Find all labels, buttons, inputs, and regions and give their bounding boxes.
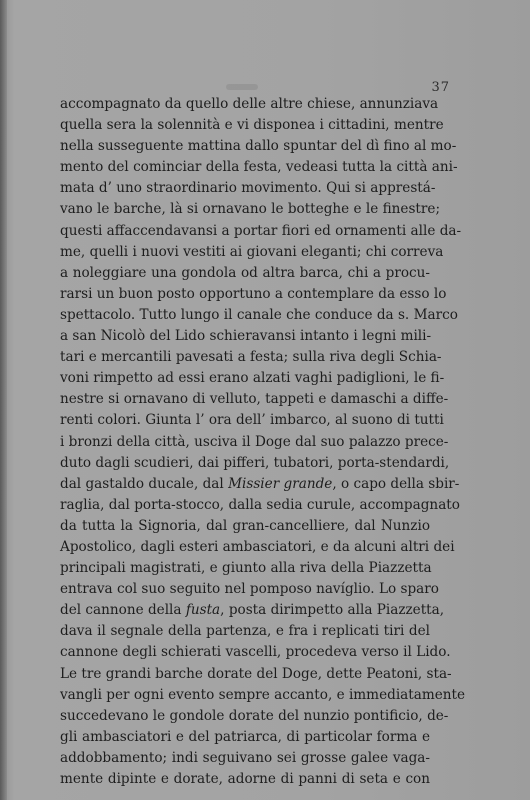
text-line: addobbamento; indi seguivano sei grosse galee vaga- [60, 749, 430, 766]
text-line: duto dagli scudieri, dai pifferi, tubatori, porta-stendardi, [60, 454, 450, 471]
text-line: mata d’ uno straordinario movimento. Qui si apprestá- [60, 180, 436, 197]
text-line: da tutta la Signoria, dal gran-cancelliere, dal Nunzio [60, 517, 430, 534]
text-line: principali magistrati, e giunto alla riva della Piazzetta [60, 560, 432, 577]
text-line: nestre si ornavano di velluto, tappeti e damaschi a diffe- [60, 391, 449, 408]
text-line: accompagnato da quello delle altre chiese, annunziava [60, 96, 439, 112]
text-line: a noleggiare una gondola od altra barca, chi a procu- [60, 264, 430, 281]
text-line: rarsi un buon posto opportuno a contemplare da esso lo [60, 285, 447, 302]
text-line: Apostolico, dagli esteri ambasciatori, e da alcuni altri dei [60, 538, 455, 555]
page-number: 37 [431, 80, 450, 95]
text-line: mente dipinte e dorate, adorne di panni di seta e con [60, 771, 430, 787]
text-line: succedevano le gondole dorate del nunzio pontificio, de- [60, 707, 449, 724]
text-line: vano le barche, là si ornavano le botteghe e le finestre; [60, 201, 441, 218]
text-line: cannone degli schierati vascelli, procedeva verso il Lido. [60, 644, 451, 661]
text-line: me, quelli i nuovi vestiti ai giovani eleganti; chi correva [60, 243, 444, 260]
text-line: tari e mercantili pavesati a festa; sulla riva degli Schia- [60, 349, 442, 366]
ink-smudge [226, 84, 258, 90]
text-line: i bronzi della città, usciva il Doge dal suo palazzo prece- [60, 433, 449, 450]
text-line: dava il segnale della partenza, e fra i replicati tiri del [60, 623, 430, 640]
body-text [60, 94, 466, 790]
text-line: Le tre grandi barche dorate del Doge, dette Peatoni, sta- [60, 665, 452, 682]
text-line: a san Nicolò del Lido schieravansi intanto i legni mili- [60, 328, 432, 345]
text-line: gli ambasciatori e del patriarca, di particolar forma e [60, 728, 430, 745]
text-line: quella sera la solennità e vi disponea i cittadini, mentre [60, 117, 444, 134]
text-line: del cannone della fusta, posta dirimpetto alla Piazzetta, [60, 602, 445, 619]
text-line: voni rimpetto ad essi erano alzati vaghi padiglioni, le fi- [60, 370, 445, 387]
text-line: dal gastaldo ducale, dal Missier grande, o capo della sbir- [60, 475, 460, 492]
text-line: entrava col suo seguito nel pomposo navíglio. Lo sparo [60, 581, 439, 598]
text-line: renti colori. Giunta l’ ora dell’ imbarco, al suono di tutti [60, 412, 444, 429]
text-line: vangli per ogni evento sempre accanto, e immediatamente [60, 686, 466, 703]
text-line: raglia, dal porta-stocco, dalla sedia curule, accompagnato [60, 496, 460, 513]
text-line: spettacolo. Tutto lungo il canale che conduce da s. Marco [60, 306, 458, 323]
text-line: mento del cominciar della festa, vedeasi tutta la città ani- [60, 159, 458, 176]
text-line: questi affaccendavansi a portar fiori ed ornamenti alle da- [60, 222, 462, 239]
text-line: nella susseguente mattina dallo spuntar del dì fino al mo- [60, 138, 457, 155]
page-binding-edge [0, 0, 7, 800]
